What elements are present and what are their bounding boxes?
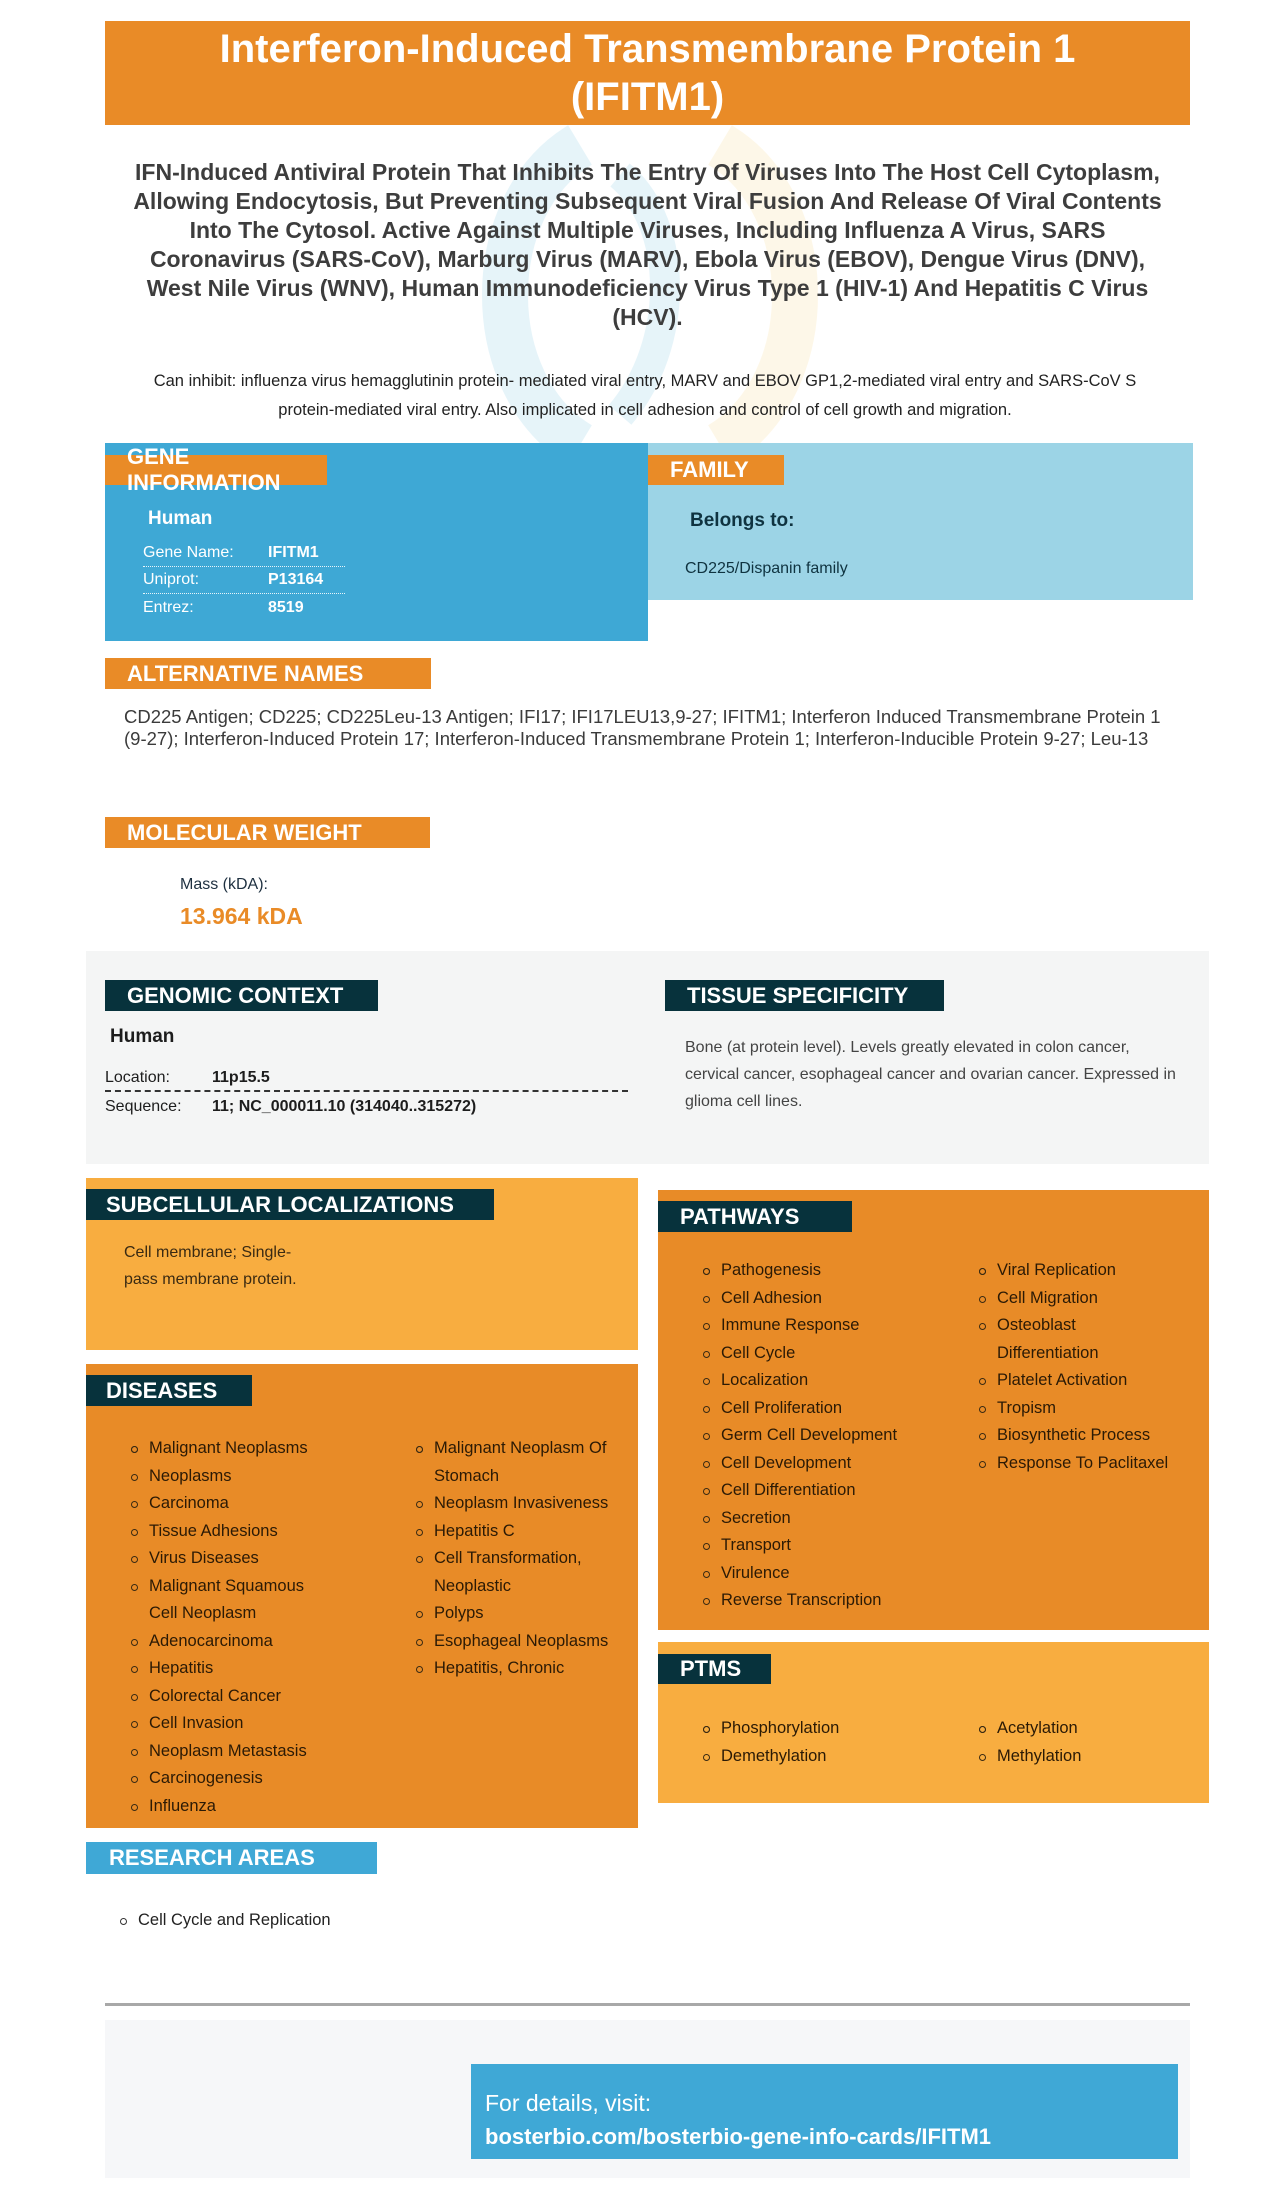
pathway-item: Cell Differentiation (703, 1477, 979, 1505)
disease-item: Cell Transformation, Neoplastic (416, 1545, 616, 1600)
pathways-list (703, 1257, 1189, 1615)
tissue-specificity-text: Bone (at protein level). Levels greatly elevated in colon cancer, cervical cancer, esophageal cancer and ovarian cancer. Expressed in glioma cell lines. (685, 1039, 1176, 1110)
pathway-item: Osteoblast Differentiation (979, 1312, 1129, 1367)
gene-row-name (143, 540, 345, 567)
pathway-item: Pathogenesis (703, 1257, 979, 1285)
disease-item: Hepatitis (131, 1655, 416, 1683)
disease-item: Malignant Squamous Cell Neoplasm (131, 1573, 331, 1628)
alternative-names-text: CD225 Antigen; CD225; CD225Leu-13 Antigen; IFI17; IFI17LEU13,9-27; IFITM1; Interferon Induced Transmembrane Protein 1 (9-27); Interferon-Induced Protein 17; Interferon-Induced Transmembrane Protein 1; Interferon-Inducible Protein 9-27; Leu-13 (124, 706, 1161, 749)
belongs-to-label: Belongs to: (690, 510, 795, 531)
title-banner (105, 21, 1190, 125)
pathway-item: Immune Response (703, 1312, 979, 1340)
gene-row-uniprot (143, 567, 345, 594)
disease-item: Malignant Neoplasms (131, 1435, 416, 1463)
disease-item: Virus Diseases (131, 1545, 416, 1573)
pathway-item: Virulence (703, 1560, 979, 1588)
pathway-item: Response To Paclitaxel (979, 1450, 1189, 1478)
family-panel (648, 443, 1193, 600)
gene-species: Human (148, 508, 213, 529)
disease-item: Neoplasm Metastasis (131, 1738, 416, 1766)
disease-item: Colorectal Cancer (131, 1683, 416, 1711)
pathway-item: Transport (703, 1532, 979, 1560)
tissue-specificity-header: TISSUE SPECIFICITY (665, 980, 944, 1011)
disease-item: Cell Invasion (131, 1710, 416, 1738)
details-link[interactable]: bosterbio.com/bosterbio-gene-info-cards/IFITM1 (485, 2124, 992, 2149)
disease-item: Influenza (131, 1793, 416, 1821)
disease-item: Malignant Neoplasm Of Stomach (416, 1435, 616, 1490)
ptms-col-1 (703, 1715, 979, 1770)
pathway-item: Platelet Activation (979, 1367, 1189, 1395)
gene-row-value: IFITM1 (268, 544, 319, 561)
gene-row-label: Gene Name: (143, 544, 234, 561)
pathways-header: PATHWAYS (658, 1201, 852, 1232)
ptm-item: Phosphorylation (703, 1715, 979, 1743)
genomic-row-label: Location: (105, 1069, 170, 1086)
subcellular-header: SUBCELLULAR LOCALIZATIONS (86, 1189, 494, 1220)
subcellular-text: Cell membrane; Single-pass membrane protein. (124, 1244, 297, 1288)
pathway-item: Cell Adhesion (703, 1285, 979, 1313)
ptms-list (703, 1715, 1189, 1770)
gene-information-header: GENE INFORMATION (105, 455, 327, 485)
research-areas-header: RESEARCH AREAS (86, 1842, 377, 1874)
pathways-panel (658, 1190, 1209, 1630)
disease-item: Tissue Adhesions (131, 1518, 416, 1546)
pathway-item: Biosynthetic Process (979, 1422, 1189, 1450)
pathway-item: Viral Replication (979, 1257, 1189, 1285)
genomic-species: Human (110, 1026, 175, 1047)
gene-row-label: Entrez: (143, 598, 194, 616)
disease-item: Neoplasm Invasiveness (416, 1490, 616, 1518)
genomic-row-value: 11; NC_000011.10 (314040..315272) (212, 1098, 477, 1115)
research-area-item: Cell Cycle and Replication (120, 1911, 331, 1930)
ptms-header: PTMS (658, 1654, 771, 1684)
research-areas-list (120, 1911, 331, 1930)
gene-row-value: P13164 (268, 571, 324, 588)
footer-divider (105, 2003, 1190, 2006)
gene-row-value: 8519 (268, 598, 304, 616)
details-link-box[interactable] (471, 2064, 1178, 2159)
mass-label: Mass (kDA): (180, 876, 268, 893)
pathways-col-1 (703, 1257, 979, 1615)
disease-item: Carcinoma (131, 1490, 416, 1518)
disease-item: Polyps (416, 1600, 616, 1628)
diseases-header: DISEASES (86, 1375, 252, 1406)
protein-function-note: Can inhibit: influenza virus hemagglutinin protein- mediated viral entry, MARV and EBOV GP1,2-mediated viral entry and SARS-CoV S protein-mediated viral entry. Also implicated in cell adhesion and control of cell growth and migration. (153, 372, 1137, 419)
molecular-weight-header: MOLECULAR WEIGHT (105, 817, 430, 848)
genomic-row-value: 11p15.5 (212, 1069, 270, 1086)
disease-item: Neoplasms (131, 1463, 416, 1491)
gene-information-panel (105, 443, 648, 641)
disease-item: Esophageal Neoplasms (416, 1628, 616, 1656)
disease-item: Adenocarcinoma (131, 1628, 416, 1656)
diseases-col-1 (131, 1435, 416, 1820)
genomic-row-label: Sequence: (105, 1098, 182, 1115)
pathway-item: Tropism (979, 1395, 1189, 1423)
footer (105, 2020, 1190, 2178)
pathway-item: Secretion (703, 1505, 979, 1533)
ptms-panel (658, 1642, 1209, 1803)
disease-item: Hepatitis C (416, 1518, 616, 1546)
genomic-context-header: GENOMIC CONTEXT (105, 980, 378, 1011)
pathway-item: Cell Migration (979, 1285, 1189, 1313)
details-label: For details, visit: (485, 2090, 652, 2116)
family-value: CD225/Dispanin family (685, 560, 848, 577)
subcellular-panel (86, 1178, 638, 1350)
pathways-col-2 (979, 1257, 1189, 1615)
genomic-tissue-panel (86, 951, 1209, 1164)
protein-summary: IFN-Induced Antiviral Protein That Inhibits The Entry Of Viruses Into The Host Cell Cytoplasm, Allowing Endocytosis, But Preventing Subsequent Viral Fusion And Release Of Viral Contents Into The Cytosol. Active Against Multiple Viruses, Including Influenza A Virus, SARS Coronavirus (SARS-CoV), Marburg Virus (MARV), Ebola Virus (EBOV), Dengue Virus (DNV), West Nile Virus (WNV), Human Immunodeficiency Virus Type 1 (HIV-1) And Hepatitis C Virus (HCV). (133, 159, 1162, 330)
gene-row-label: Uniprot: (143, 571, 200, 588)
pathway-item: Germ Cell Development (703, 1422, 979, 1450)
disease-item: Hepatitis, Chronic (416, 1655, 616, 1683)
diseases-col-2 (416, 1435, 616, 1820)
alternative-names-header: ALTERNATIVE NAMES (105, 658, 431, 689)
family-header: FAMILY (648, 455, 784, 485)
diseases-list (131, 1435, 616, 1820)
genomic-row-sequence (105, 1094, 628, 1120)
ptm-item: Methylation (979, 1743, 1189, 1771)
pathway-item: Cell Cycle (703, 1340, 979, 1368)
ptm-item: Demethylation (703, 1743, 979, 1771)
disease-item: Carcinogenesis (131, 1765, 416, 1793)
gene-info-table (143, 540, 345, 621)
pathway-item: Localization (703, 1367, 979, 1395)
ptm-item: Acetylation (979, 1715, 1189, 1743)
pathway-item: Cell Development (703, 1450, 979, 1478)
page-title: Interferon-Induced Transmembrane Protein 1 (IFITM1) (219, 27, 1076, 119)
ptms-col-2 (979, 1715, 1189, 1770)
pathway-item: Reverse Transcription (703, 1587, 979, 1615)
gene-row-entrez (143, 594, 345, 621)
genomic-row-location (105, 1066, 628, 1092)
diseases-panel (86, 1364, 638, 1828)
pathway-item: Cell Proliferation (703, 1395, 979, 1423)
mass-value: 13.964 kDA (180, 903, 303, 929)
